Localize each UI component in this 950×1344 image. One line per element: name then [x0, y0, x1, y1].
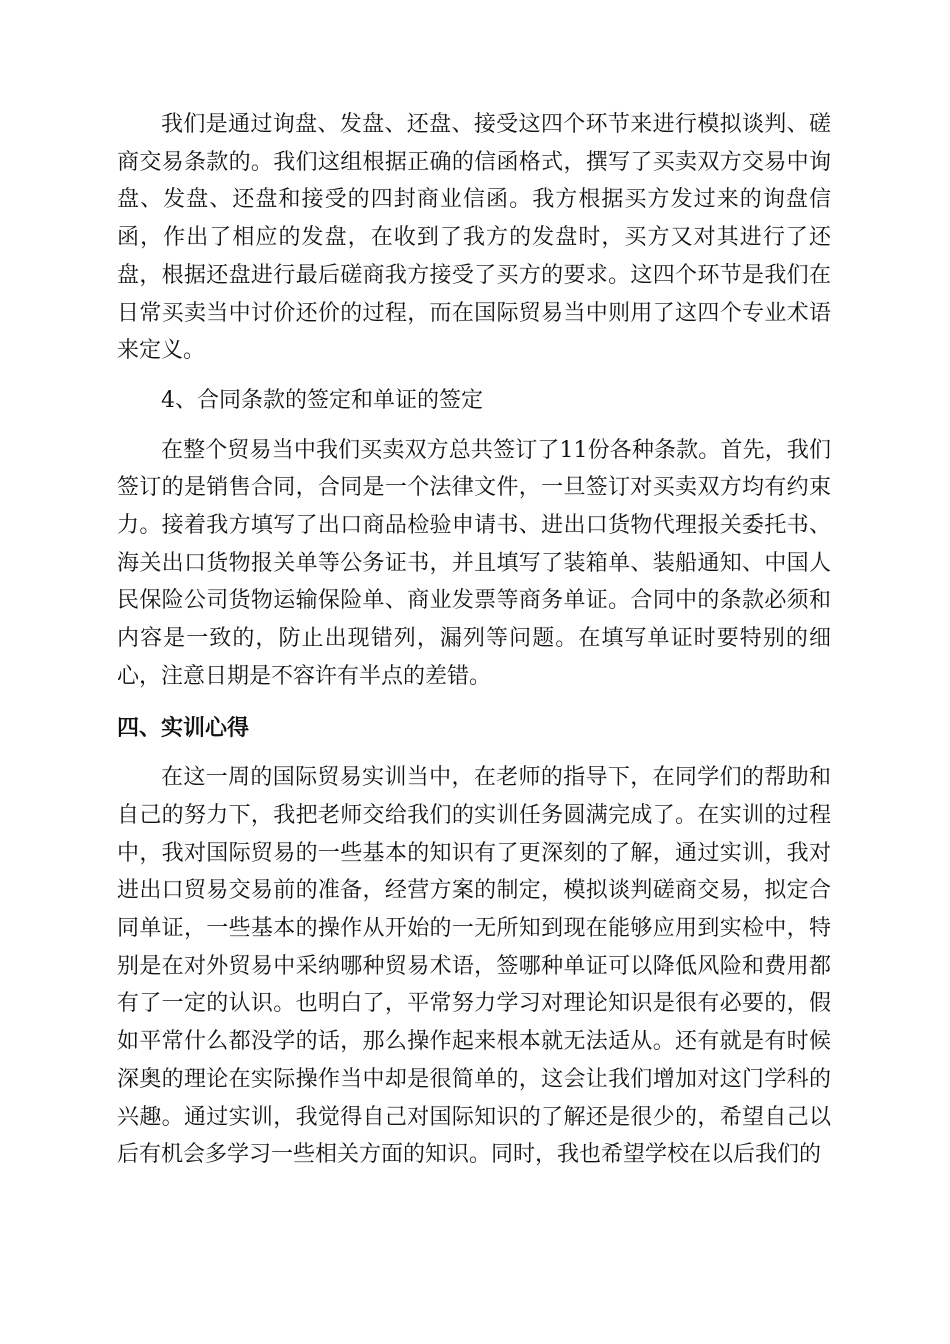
document-body	[117, 106, 831, 1174]
paragraph-training-reflections: 在这一周的国际贸易实训当中，在老师的指导下，在同学们的帮助和自己的努力下，我把老师交给我们的实训任务圆满完成了。在实训的过程中，我对国际贸易的一些基本的知识有了更深刻的了解，通过实训，我对进出口贸易交易前的准备，经营方案的制定，模拟谈判磋商交易，拟定合同单证，一些基本的操作从开始的一无所知到现在能够应用到实检中，特别是在对外贸易中采纳哪种贸易术语，签哪种单证可以降低风险和费用都有了一定的认识。也明白了，平常努力学习对理论知识是很有必要的，假如平常什么都没学的话，那么操作起来根本就无法适从。还有就是有时候深奥的理论在实际操作当中却是很简单的，这会让我们增加对这门学科的兴趣。通过实训，我觉得自己对国际知识的了解还是很少的，希望自己以后有机会多学习一些相关方面的知识。同时，我也希望学校在以后我们的	[117, 765, 831, 1168]
paragraph-negotiation: 我们是通过询盘、发盘、还盘、接受这四个环节来进行模拟谈判、磋商交易条款的。我们这组根据正确的信函格式，撰写了买卖双方交易中询盘、发盘、还盘和接受的四封商业信函。我方根据买方发过来的询盘信函，作出了相应的发盘，在收到了我方的发盘时，买方又对其进行了还盘，根据还盘进行最后磋商我方接受了买方的要求。这四个环节是我们在日常买卖当中讨价还价的过程，而在国际贸易当中则用了这四个专业术语来定义。	[117, 112, 831, 364]
paragraph-contract-terms: 在整个贸易当中我们买卖双方总共签订了11份各种条款。首先，我们签订的是销售合同，合同是一个法律文件，一旦签订对买卖双方均有约束力。接着我方填写了出口商品检验申请书、进出口货物代理报关委托书、海关出口货物报关单等公务证书，并且填写了装箱单、装船通知、中国人民保险公司货物运输保险单、商业发票等商务单证。合同中的条款必须和内容是一致的，防止出现错列，漏列等问题。在填写单证时要特别的细心，注意日期是不容许有半点的差错。	[117, 437, 831, 689]
section-heading-training-reflections: 四、实训心得	[117, 715, 250, 741]
subheading-contract-signing: 4、合同条款的签定和单证的签定	[161, 387, 483, 413]
